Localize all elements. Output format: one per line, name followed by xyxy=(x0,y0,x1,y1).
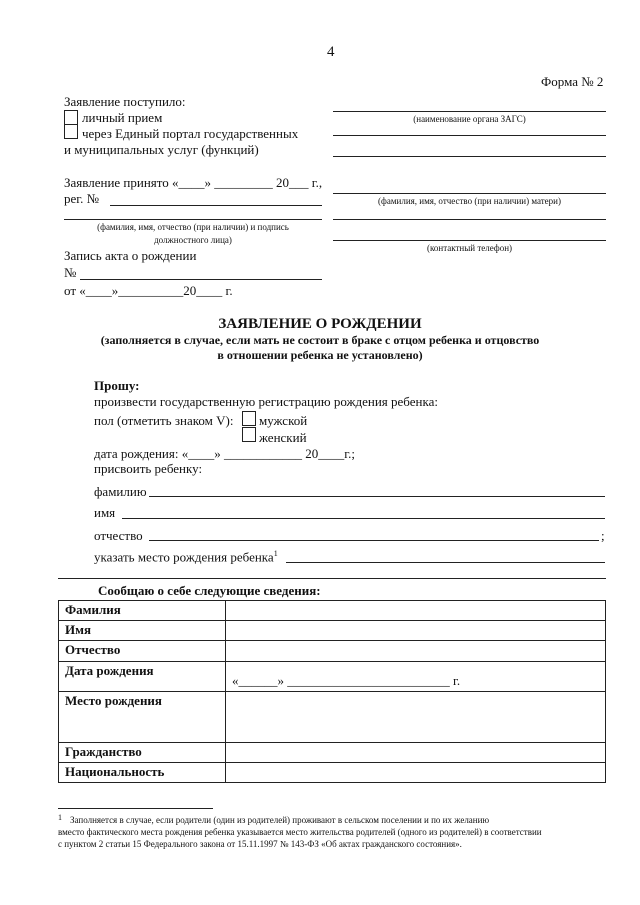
female-checkbox[interactable] xyxy=(242,427,256,442)
form-title: ЗАЯВЛЕНИЕ О РОЖДЕНИИ xyxy=(218,316,422,332)
citizenship-value-field[interactable] xyxy=(226,743,606,763)
portal-option-line1: через Единый портал государственных xyxy=(82,126,299,141)
dob-value-template: «______» _________________________ г. xyxy=(232,673,461,688)
record-number-label: № xyxy=(64,265,77,280)
record-label: Запись акта о рождении xyxy=(64,248,197,263)
row-label-patronymic: Отчество xyxy=(59,641,226,662)
received-label: Заявление поступило: xyxy=(64,94,186,109)
personal-option-label: личный прием xyxy=(82,110,163,125)
child-surname-field[interactable] xyxy=(149,496,605,497)
zags-name-field[interactable] xyxy=(333,111,606,112)
sex-label: пол (отметить знаком V): xyxy=(94,413,234,428)
accepted-date-label: Заявление принято «____» _________ 20___ г., xyxy=(64,175,323,190)
birthplace-value-field[interactable] xyxy=(226,692,606,743)
official-caption-line2: должностного лица) xyxy=(154,235,232,245)
official-caption-line1: (фамилия, имя, отчество (при наличии) и подпись xyxy=(97,222,289,232)
table-row-citizenship xyxy=(59,743,606,763)
patronymic-label: отчество xyxy=(94,528,143,543)
request-registration-text: произвести государственную регистрацию рождения ребенка: xyxy=(94,394,438,409)
table-row-name xyxy=(59,621,606,641)
footnote-line3: с пунктом 2 статьи 15 Федерального закона от 15.11.1997 № 143-ФЗ «Об актах гражданского состояния». xyxy=(58,839,462,849)
child-birth-date-label: дата рождения: «____» ____________ 20____г.; xyxy=(94,446,355,461)
table-row-patronymic xyxy=(59,641,606,662)
patronymic-value-field[interactable] xyxy=(226,641,606,662)
info-heading: Сообщаю о себе следующие сведения: xyxy=(98,583,321,598)
male-checkbox[interactable] xyxy=(242,411,256,426)
phone-caption: (контактный телефон) xyxy=(426,243,513,253)
zags-name-field-3[interactable] xyxy=(333,156,606,157)
form-number: Форма № 2 xyxy=(541,74,604,89)
request-heading: Прошу: xyxy=(94,378,140,393)
mother-name-field-2[interactable] xyxy=(333,219,606,220)
child-name-field[interactable] xyxy=(122,518,605,519)
male-label: мужской xyxy=(259,413,308,428)
nationality-value-field[interactable] xyxy=(226,763,606,783)
phone-field[interactable] xyxy=(333,240,606,241)
birthplace-field-2[interactable] xyxy=(58,578,606,579)
surname-value-field[interactable] xyxy=(226,601,606,621)
portal-checkbox[interactable] xyxy=(64,124,78,139)
table-row-dob xyxy=(59,662,606,692)
row-label-name: Имя xyxy=(59,621,226,641)
official-signature-field[interactable] xyxy=(64,219,322,220)
footnote-line2: вместо фактического места рождения ребенка указывается место жительства родителей (одного из родителей) в соответствии xyxy=(58,827,542,837)
footnote-divider xyxy=(58,808,213,809)
form-subtitle-line1: (заполняется в случае, если мать не состоит в браке с отцом ребенка и отцовство xyxy=(100,333,540,347)
form-subtitle-line2: в отношении ребенка не установлено) xyxy=(217,348,423,362)
applicant-info-table xyxy=(58,600,606,783)
personal-checkbox[interactable] xyxy=(64,110,78,125)
assign-label: присвоить ребенку: xyxy=(94,461,203,476)
table-row-nationality xyxy=(59,763,606,783)
row-label-citizenship: Гражданство xyxy=(59,743,226,763)
reg-number-label: рег. № xyxy=(64,191,100,206)
footnote-mark: 1 xyxy=(58,813,62,822)
table-row-birthplace xyxy=(59,692,606,743)
portal-option-line2: и муниципальных услуг (функций) xyxy=(64,142,259,157)
row-label-surname: Фамилия xyxy=(59,601,226,621)
mother-caption: (фамилия, имя, отчество (при наличии) матери) xyxy=(378,196,561,206)
child-birthplace-field[interactable] xyxy=(286,562,605,563)
mother-name-field[interactable] xyxy=(333,193,606,194)
dob-value-field[interactable] xyxy=(226,662,606,692)
zags-name-field-2[interactable] xyxy=(333,135,606,136)
page-number: 4 xyxy=(327,44,335,60)
female-label: женский xyxy=(259,430,307,445)
child-patronymic-field[interactable] xyxy=(149,540,599,541)
row-label-nationality: Национальность xyxy=(59,763,226,783)
row-label-birthplace: Место рождения xyxy=(59,692,226,743)
footnote-line1: Заполняется в случае, если родители (один из родителей) проживают в сельском поселении и по их желанию xyxy=(70,815,490,825)
table-row-surname xyxy=(59,601,606,621)
name-label: имя xyxy=(94,505,116,520)
birthplace-label: указать место рождения ребенка$^1$ xyxy=(94,549,278,565)
record-number-field[interactable] xyxy=(80,279,322,280)
surname-label: фамилию xyxy=(94,484,147,499)
semicolon: ; xyxy=(601,528,605,543)
record-date-label: от «____»__________20____ г. xyxy=(64,283,233,298)
reg-number-field[interactable] xyxy=(110,205,322,206)
row-label-dob: Дата рождения xyxy=(59,662,226,692)
zags-caption: (наименование органа ЗАГС) xyxy=(413,114,526,124)
name-value-field[interactable] xyxy=(226,621,606,641)
